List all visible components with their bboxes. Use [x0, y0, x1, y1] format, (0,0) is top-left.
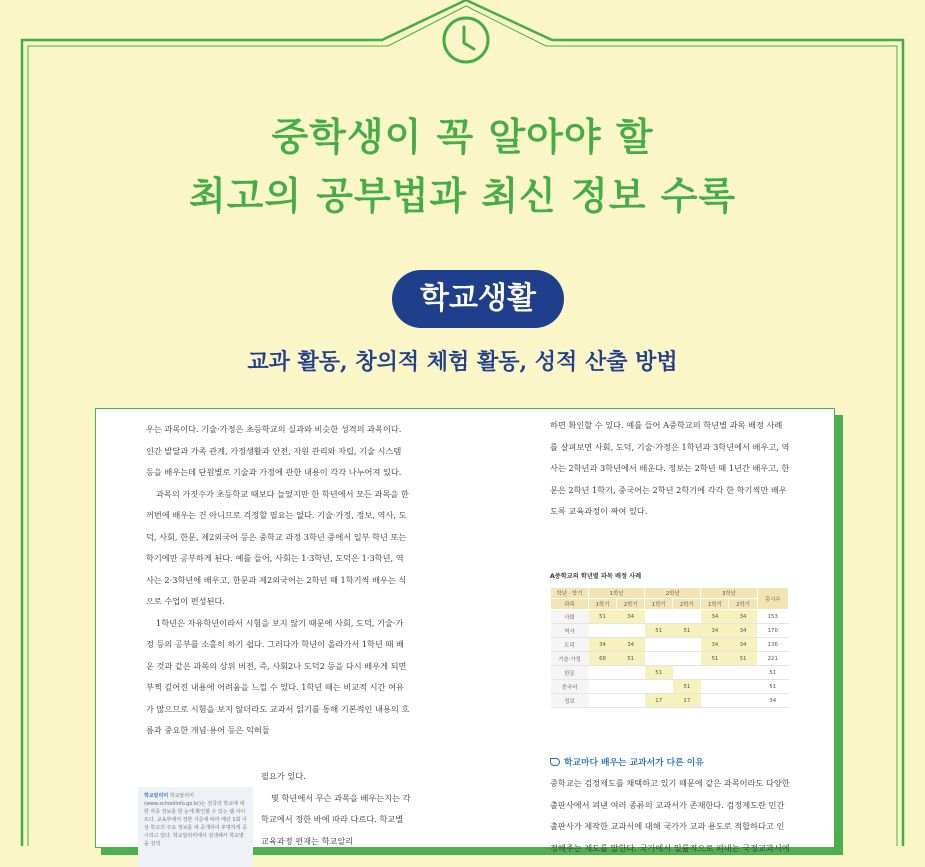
hours-cell — [589, 680, 617, 694]
hours-cell — [673, 610, 701, 624]
paragraph: 하면 확인할 수 있다. 예를 들어 A중학교의 학년별 과목 배정 사례를 살펴보면 사회, 도덕, 기술·가정은 1학년과 3학년에서 배우고, 역사는 2학년과 3학년에서 배운다. 정보는 2학년 때 1년간 배우고, 한문은 2학년 1학기, 중국어는 2학년 2학기에 각각 한 학기씩만 배우도록 교육과정이 짜여 있다. — [550, 420, 790, 516]
sidebar-note — [138, 787, 253, 867]
hours-cell — [617, 694, 645, 708]
hours-cell: 34 — [617, 610, 645, 624]
table-row — [551, 694, 789, 708]
hours-cell — [701, 680, 729, 694]
hours-cell: 34 — [729, 638, 757, 652]
hours-cell: 17 — [645, 694, 673, 708]
schedule-table — [550, 587, 789, 708]
hours-cell: 51 — [617, 652, 645, 666]
paragraph: 1학년은 자유학년이라서 시험을 보지 않기 때문에 사회, 도덕, 기술·가정 등의 공부를 소홀히 하기 쉽다. 그러다가 학년이 올라가서 1학년 때 배운 것과 같은 과목의 상위 버전, 즉, 사회2나 도덕2 등을 다시 배우게 되면 부쩍 깊어진 내용에 어려움을 느낄 수 있다. 1학년 때는 비교적 시간 여유가 많으므로 시험을 보지 않더라도 교과서 읽기를 통해 기본적인 내용의 흐름과 중요한 개념·용어 등은 익혀둘 — [146, 617, 410, 735]
headline-line-2: 최고의 공부법과 최신 정보 수록 — [188, 174, 737, 218]
hours-cell — [645, 610, 673, 624]
total-cell: 51 — [757, 666, 788, 680]
category-badge: 학교생활 — [392, 270, 564, 328]
total-cell: 221 — [757, 652, 788, 666]
hours-cell — [645, 652, 673, 666]
hours-cell — [589, 666, 617, 680]
table-corner-subject: 과목 — [551, 599, 589, 610]
hours-cell: 51 — [729, 652, 757, 666]
hours-cell: 51 — [645, 666, 673, 680]
hours-cell — [701, 666, 729, 680]
section-heading-text: 학교마다 배우는 교과서가 다른 이유 — [564, 758, 704, 768]
total-cell: 34 — [757, 694, 788, 708]
table-row — [551, 652, 789, 666]
grade-header: 3학년 — [701, 588, 757, 599]
hours-cell: 34 — [701, 638, 729, 652]
table-row — [551, 624, 789, 638]
semester-header: 1학기 — [701, 599, 729, 610]
semester-header: 2학기 — [673, 599, 701, 610]
sidebar-text: 학교알리미(www.schoolinfo.go.kr)는 전국의 학교에 대한 각종 정보를 한 눈에 확인할 수 있는 웹 사이트다. 교육부에서 정한 기준에 따라 매년 1회 이상 학교의 주요 정보를 에 공개하여 투명하게 공시하고 있다. 학교알리미에서 검색해서 학교명을 검색 — [144, 793, 247, 847]
left-column — [146, 419, 411, 742]
paragraph: 중학교는 검정제도를 채택하고 있기 때문에 같은 과목이라도 다양한 출판사에서 펴낸 여러 종류의 교과서가 존재한다. 검정제도란 민간 출판사가 제작한 교과서에 대해 국가가 교과 용도로 적합하다고 인정해주는 제도를 말한다. 국가에서 일률적으로 펴내는 국정교과서에 — [550, 778, 790, 853]
paragraph-tail: 필요가 있다. — [261, 771, 306, 781]
hours-cell: 51 — [589, 610, 617, 624]
table-row — [551, 638, 789, 652]
paragraph: 몇 학년에서 무슨 과목을 배우는지는 각 학교에서 정한 바에 따라 다르다. 학교별 교육과정 편재는 학교알리 — [261, 792, 411, 846]
table-corner: 학년 · 학기 — [551, 588, 589, 599]
subject-cell: 역사 — [551, 624, 589, 638]
hours-cell: 34 — [729, 610, 757, 624]
hours-cell — [589, 624, 617, 638]
hours-cell — [645, 638, 673, 652]
hours-cell: 34 — [701, 610, 729, 624]
hours-cell: 51 — [645, 624, 673, 638]
speech-bubble-icon — [550, 758, 560, 766]
hours-cell: 17 — [673, 694, 701, 708]
grade-header: 2학년 — [645, 588, 701, 599]
hours-cell — [729, 666, 757, 680]
subject-cell: 사회 — [551, 610, 589, 624]
hours-cell — [617, 666, 645, 680]
hours-cell: 51 — [673, 680, 701, 694]
paragraph: 과목의 가짓수가 초등학교 때보다 늘었지만 한 학년에서 모든 과목을 한꺼번에 배우는 건 아니므로 걱정할 필요는 없다. 기술·가정, 정보, 역사, 도덕, 사회, 한문, 제2외국어 등은 중학교 과정 3학년 중에서 일부 학년 또는 학기에만 공부하게 된다. 예를 들어, 사회는 1·3학년, 도덕은 1·3학년, 역사는 2·3학년에 배우고, 한문과 제2외국어는 2학년 때 1학기씩 배우는 식으로 수업이 편성된다. — [146, 488, 409, 606]
clock-icon — [438, 12, 494, 68]
table-title: A중학교의 학년별 과목 배정 사례 — [550, 573, 642, 580]
semester-header: 1학기 — [645, 599, 673, 610]
hours-cell — [673, 666, 701, 680]
table-row — [551, 610, 789, 624]
hours-cell — [589, 694, 617, 708]
section-body — [550, 773, 790, 859]
table-row — [551, 666, 789, 680]
hours-cell — [729, 680, 757, 694]
hours-cell — [617, 680, 645, 694]
sidebar-title: 학교알리미 — [144, 793, 169, 799]
hours-cell: 34 — [701, 624, 729, 638]
hours-cell — [617, 624, 645, 638]
hours-cell — [673, 638, 701, 652]
subject-cell: 정보 — [551, 694, 589, 708]
book-page-preview — [95, 408, 835, 853]
hours-cell: 34 — [589, 638, 617, 652]
hours-cell: 34 — [617, 638, 645, 652]
hours-cell: 34 — [729, 624, 757, 638]
table-row — [551, 680, 789, 694]
section-heading — [550, 755, 704, 768]
headline-line-1: 중학생이 꼭 알아야 할 — [271, 115, 654, 159]
paragraph: 우는 과목이다. 기술·가정은 초등학교의 실과와 비슷한 성격의 과목이다. 인간 발달과 가족 관계, 가정생활과 안전, 자원 관리와 자립, 기술 시스템 등을 배우는데 단원별로 기술과 가정에 관한 내용이 각각 나누어져 있다. — [146, 424, 402, 477]
subject-cell: 한문 — [551, 666, 589, 680]
right-column — [550, 415, 790, 523]
hours-cell: 51 — [701, 652, 729, 666]
semester-header: 2학기 — [617, 599, 645, 610]
total-cell: 136 — [757, 638, 788, 652]
hours-cell — [645, 680, 673, 694]
hours-cell — [701, 694, 729, 708]
semester-header: 2학기 — [729, 599, 757, 610]
total-cell: 51 — [757, 680, 788, 694]
total-header: 총시수 — [757, 588, 788, 610]
subject-cell: 도덕 — [551, 638, 589, 652]
grade-header: 1학년 — [589, 588, 645, 599]
subject-cell: 중국어 — [551, 680, 589, 694]
subject-cell: 기술·가정 — [551, 652, 589, 666]
section-subtitle: 교과 활동, 창의적 체험 활동, 성적 산출 방법 — [247, 349, 678, 375]
total-cell: 170 — [757, 624, 788, 638]
hours-cell — [673, 652, 701, 666]
total-cell: 153 — [757, 610, 788, 624]
middle-column — [261, 766, 411, 852]
hours-cell — [729, 694, 757, 708]
hours-cell: 51 — [673, 624, 701, 638]
semester-header: 1학기 — [589, 599, 617, 610]
hours-cell: 68 — [589, 652, 617, 666]
